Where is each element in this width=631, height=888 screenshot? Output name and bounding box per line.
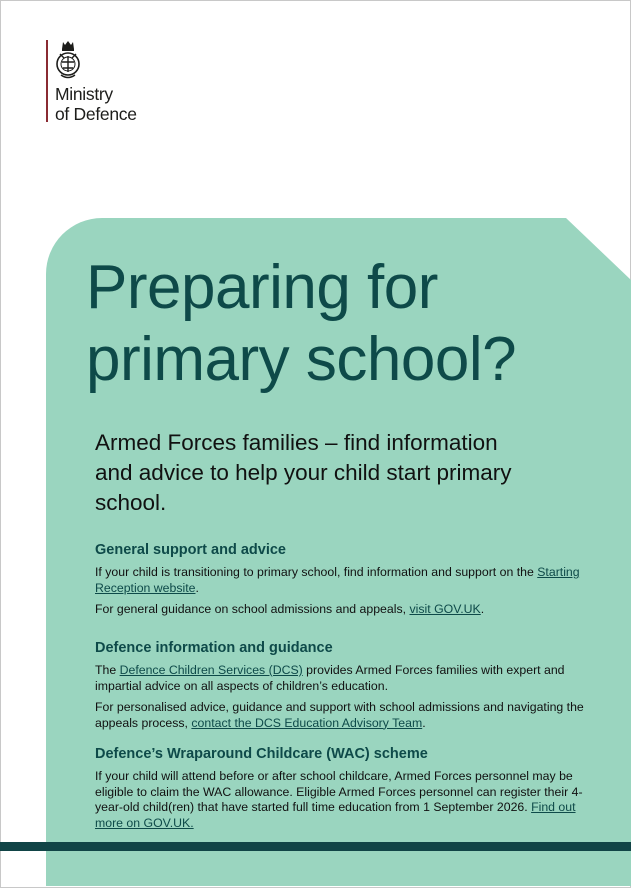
starting-reception-link[interactable]: Starting Reception website	[95, 565, 580, 595]
find-out-more-link[interactable]: Find out more on GOV.UK.	[95, 800, 576, 830]
dcs-advisory-team-link[interactable]: contact the DCS Education Advisory Team	[191, 715, 423, 730]
section-paragraph	[95, 700, 595, 731]
logo-rule	[46, 40, 48, 122]
dcs-link[interactable]: Defence Children Services (DCS)	[119, 663, 303, 677]
paragraph-text: For general guidance on school admissions and appeals,	[95, 602, 410, 616]
section-paragraph	[95, 602, 595, 618]
logo-line-1: Ministry	[55, 84, 113, 104]
footer-band	[0, 842, 631, 851]
section-paragraph	[95, 565, 595, 596]
paragraph-end: .	[480, 602, 485, 616]
section-general-support	[95, 541, 595, 624]
paragraph-text: If your child will attend before or after school childcare, Armed Forces personnel may be eligible to claim the WAC allowance. Eligible Armed Forces personnel can register their 4-year-old child(ren) that have started full time education from 1 September 2026.	[95, 769, 583, 814]
paragraph-end: .	[422, 715, 426, 730]
subtitle: Armed Forces families – find information and advice to help your child start primary school.	[95, 430, 512, 515]
section-heading: Defence information and guidance	[95, 640, 333, 656]
paragraph-text: provides Armed Forces families with expert and impartial advice on all aspects of children’s education.	[95, 663, 565, 693]
paragraph-text: For personalised advice, guidance and support with school admissions and navigating the appeals process,	[95, 700, 584, 730]
section-heading: General support and advice	[95, 542, 286, 558]
title-line-2: primary school?	[86, 325, 517, 394]
paragraph-text: If your child is transitioning to primary school, find information and support on the	[95, 565, 538, 579]
section-wac-scheme	[95, 745, 595, 837]
paragraph-pre: The	[95, 663, 120, 677]
section-heading: Defence’s Wraparound Childcare (WAC) scheme	[95, 746, 428, 762]
visit-gov-uk-link[interactable]: visit GOV.UK	[409, 602, 481, 616]
section-paragraph	[95, 663, 595, 694]
logo-wordmark	[55, 84, 137, 124]
section-defence-information	[95, 639, 595, 737]
royal-crest-icon	[54, 40, 82, 82]
page-title	[86, 252, 606, 396]
section-paragraph	[95, 769, 595, 831]
title-line-1: Preparing for	[86, 253, 438, 322]
paragraph-end: .	[195, 580, 199, 595]
logo-line-2: of Defence	[55, 104, 137, 124]
mod-logo	[46, 40, 166, 130]
